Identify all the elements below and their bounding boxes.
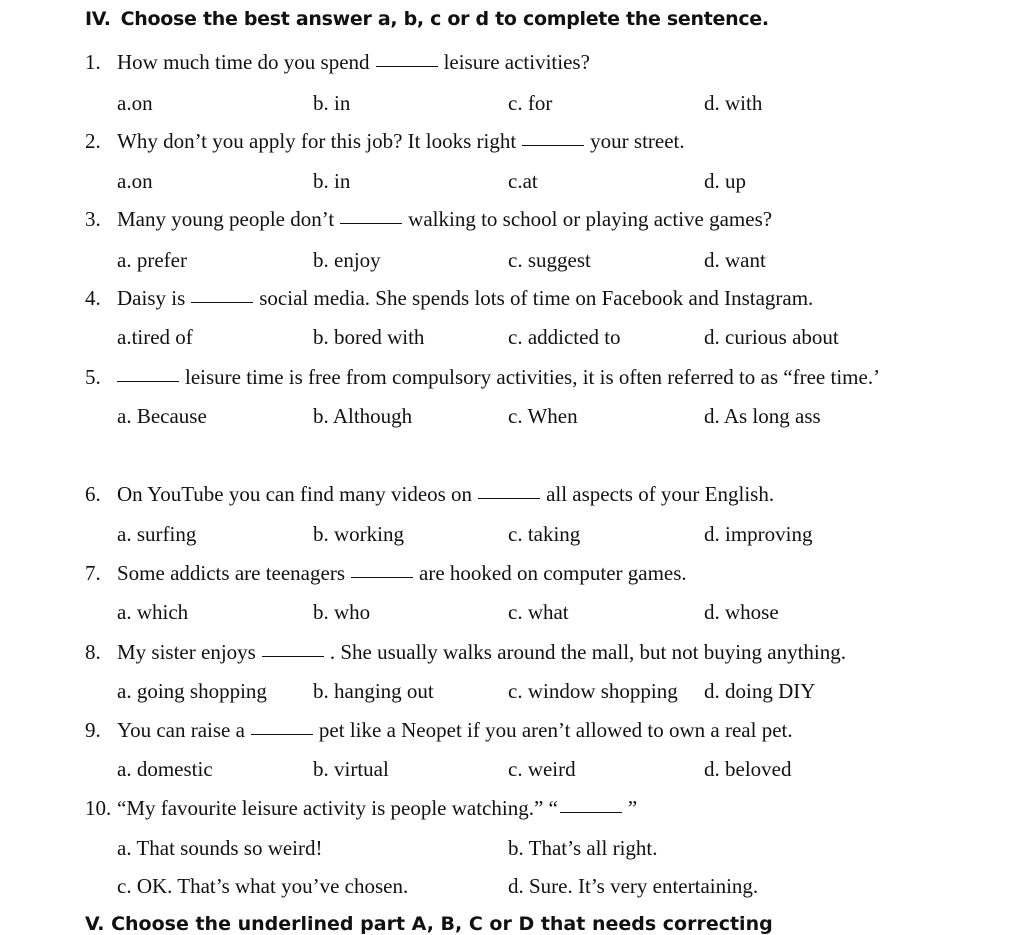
option-c: c. taking: [508, 522, 581, 546]
option-d: d. up: [704, 169, 746, 193]
option-a: a. prefer: [117, 248, 187, 272]
question-text-after: social media. She spends lots of time on Facebook and Instagram.: [259, 286, 814, 310]
option-b: b. enjoy: [313, 248, 381, 272]
option-c: c. addicted to: [508, 325, 621, 349]
answer-blank: [340, 223, 402, 224]
question-number: 3.: [85, 207, 101, 231]
option-d: d. As long ass: [704, 404, 821, 428]
option-b: b. Although: [313, 404, 413, 428]
option-d: d. beloved: [704, 757, 792, 781]
question-text-before: Some addicts are teenagers: [117, 561, 345, 585]
answer-blank: [251, 734, 313, 735]
question-text-before: How much time do you spend: [117, 50, 370, 74]
question-text-after: ”: [627, 796, 638, 820]
option-d: d. with: [704, 91, 763, 115]
option-d: d. improving: [704, 522, 813, 546]
question-text-before: You can raise a: [117, 718, 245, 742]
option-a: a. surfing: [117, 522, 197, 546]
option-a: a. going shopping: [117, 679, 267, 703]
question-5: [85, 367, 880, 388]
question-9: [85, 720, 793, 741]
section-numeral: IV.: [85, 8, 111, 30]
option-b: b. in: [313, 91, 351, 115]
question-text-after: . She usually walks around the mall, but not buying anything.: [329, 640, 847, 664]
question-6: [85, 484, 774, 505]
question-text-after: pet like a Neopet if you aren’t allowed to own a real pet.: [318, 718, 793, 742]
option-b: b. bored with: [313, 325, 425, 349]
question-text-before: “My favourite leisure activity is people watching.” “: [117, 796, 558, 820]
answer-blank: [522, 145, 584, 146]
question-text-before: Daisy is: [117, 286, 186, 310]
section-title: Choose the best answer a, b, c or d to complete the sentence.: [120, 8, 769, 30]
question-text-before: Many young people don’t: [117, 207, 335, 231]
option-c: c. OK. That’s what you’ve chosen.: [117, 874, 409, 898]
question-number: 10.: [85, 796, 112, 820]
question-number: 2.: [85, 129, 101, 153]
option-b: b. in: [313, 169, 351, 193]
answer-blank: [376, 66, 438, 67]
next-section-heading: V. Choose the underlined part A, B, C or D that needs correcting: [85, 913, 773, 935]
option-d: d. Sure. It’s very entertaining.: [508, 874, 759, 898]
option-d: d. curious about: [704, 325, 839, 349]
question-number: 9.: [85, 718, 101, 742]
option-c: c. weird: [508, 757, 576, 781]
answer-blank: [117, 381, 179, 382]
question-4: [85, 288, 813, 309]
question-2: [85, 131, 685, 152]
question-text-after: leisure activities?: [443, 50, 590, 74]
question-7: [85, 563, 687, 584]
question-text-before: On YouTube you can find many videos on: [117, 482, 473, 506]
question-number: 1.: [85, 50, 101, 74]
option-a: a.tired of: [117, 325, 193, 349]
option-c: c. suggest: [508, 248, 591, 272]
option-a: a. domestic: [117, 757, 213, 781]
option-a: a.on: [117, 91, 153, 115]
question-text-after: your street.: [590, 129, 685, 153]
option-b: b. who: [313, 600, 371, 624]
option-b: b. That’s all right.: [508, 836, 658, 860]
question-8: [85, 642, 846, 663]
option-a: a. That sounds so weird!: [117, 836, 323, 860]
question-10: [85, 798, 637, 819]
question-number: 5.: [85, 365, 101, 389]
option-b: b. working: [313, 522, 404, 546]
answer-blank: [351, 577, 413, 578]
question-number: 8.: [85, 640, 101, 664]
option-c: c. what: [508, 600, 569, 624]
option-d: d. whose: [704, 600, 779, 624]
option-b: b. hanging out: [313, 679, 434, 703]
answer-blank: [560, 812, 622, 813]
option-d: d. doing DIY: [704, 679, 816, 703]
question-text-after: walking to school or playing active games?: [408, 207, 773, 231]
question-3: [85, 209, 772, 230]
answer-blank: [478, 498, 540, 499]
option-c: c. for: [508, 91, 553, 115]
answer-blank: [262, 656, 324, 657]
question-text-after: all aspects of your English.: [546, 482, 775, 506]
section-heading: [85, 8, 769, 30]
option-c: c. When: [508, 404, 578, 428]
option-b: b. virtual: [313, 757, 389, 781]
question-number: 7.: [85, 561, 101, 585]
option-c: c.at: [508, 169, 538, 193]
option-c: c. window shopping: [508, 679, 678, 703]
question-text-after: leisure time is free from compulsory activities, it is often referred to as “free time.’: [185, 365, 881, 389]
question-number: 4.: [85, 286, 101, 310]
question-1: [85, 52, 590, 73]
question-text-after: are hooked on computer games.: [419, 561, 687, 585]
answer-blank: [191, 302, 253, 303]
option-d: d. want: [704, 248, 766, 272]
option-a: a.on: [117, 169, 153, 193]
option-a: a. which: [117, 600, 189, 624]
question-number: 6.: [85, 482, 101, 506]
question-text-before: My sister enjoys: [117, 640, 256, 664]
question-text-before: Why don’t you apply for this job? It looks right: [117, 129, 517, 153]
option-a: a. Because: [117, 404, 207, 428]
